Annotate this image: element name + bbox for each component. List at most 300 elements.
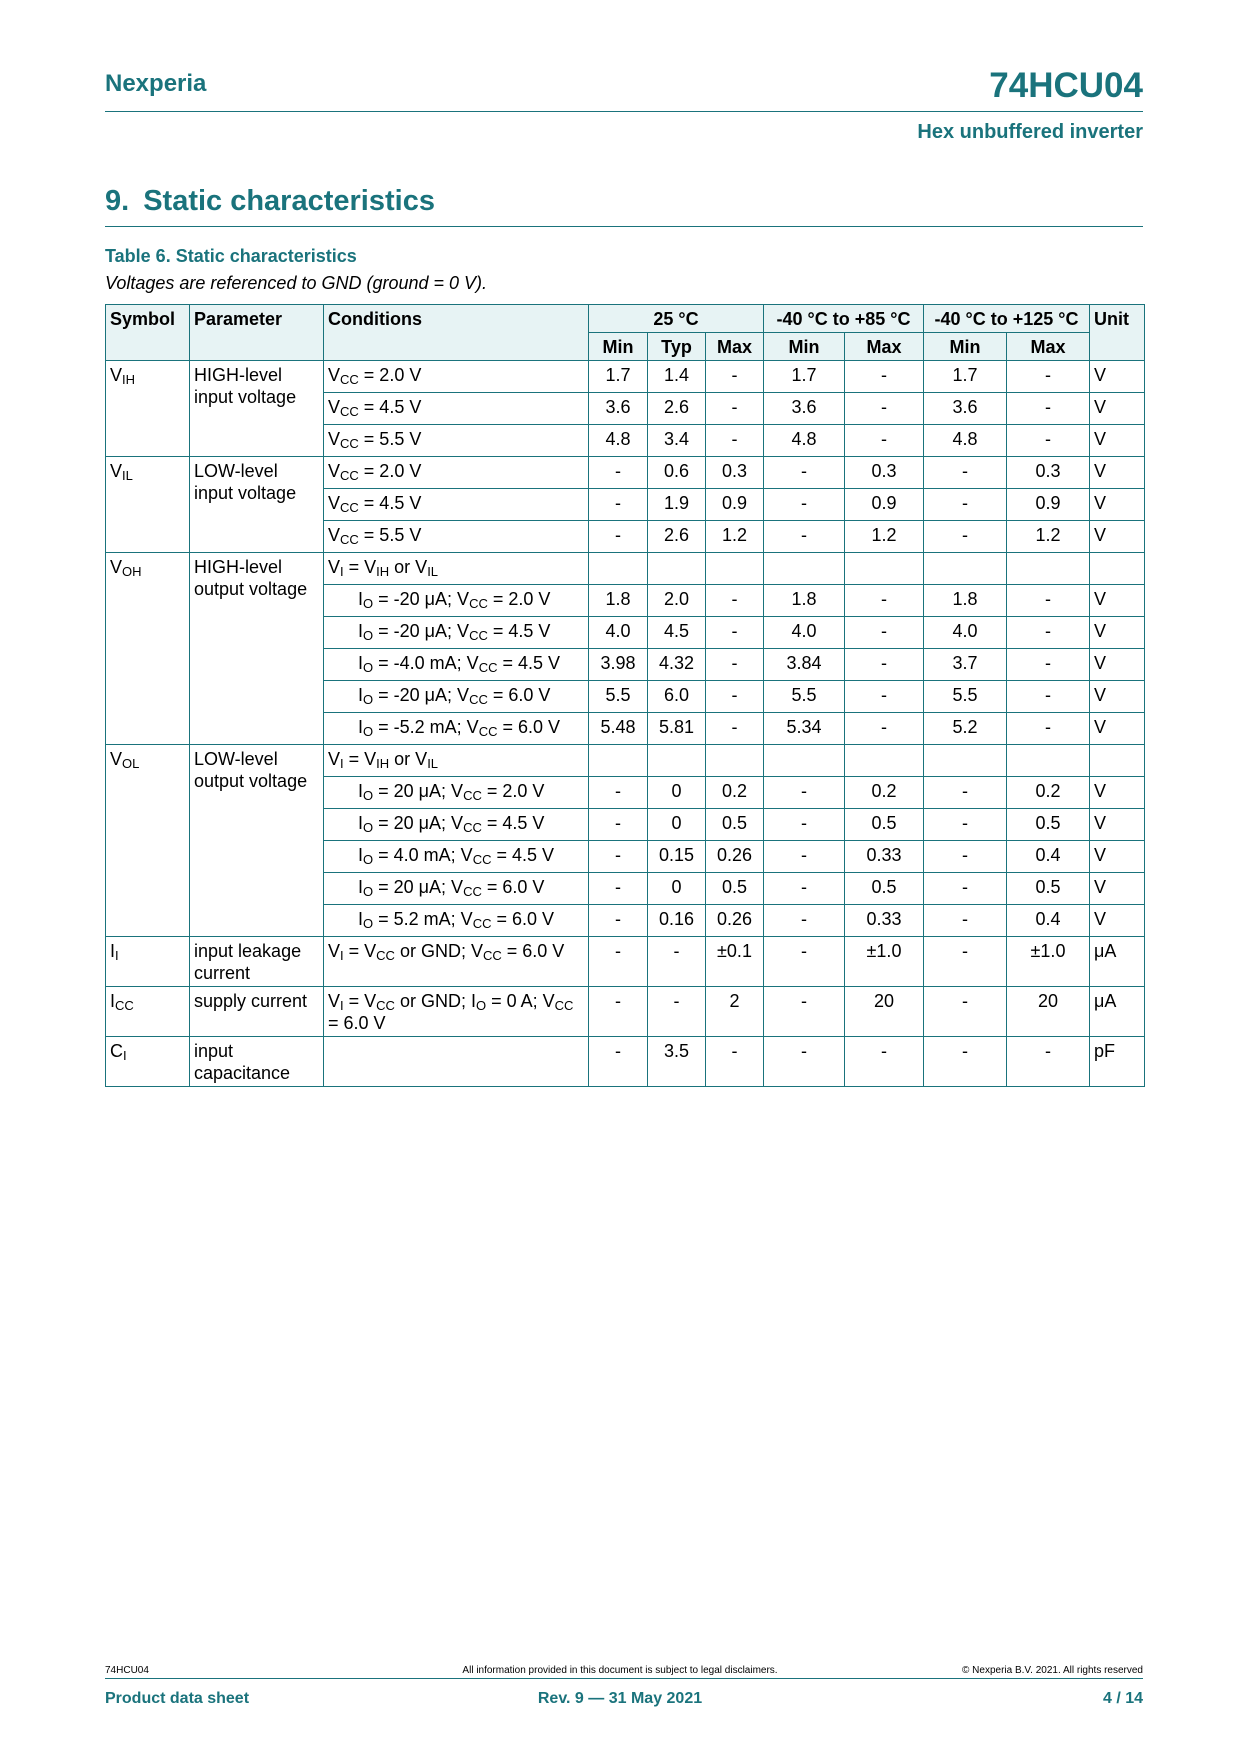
table-body xyxy=(106,361,1145,1087)
value-cell: - xyxy=(706,393,764,425)
condition-subscript: CC xyxy=(469,628,488,643)
value-cell: 4.0 xyxy=(764,617,845,649)
unit-cell: V xyxy=(1090,713,1145,745)
condition-text: I xyxy=(358,685,364,705)
footer-doc-type: Product data sheet xyxy=(105,1690,250,1707)
value-cell: - xyxy=(648,937,706,987)
table-row xyxy=(106,937,1145,987)
condition-subscript: CC xyxy=(376,948,395,963)
value-cell: - xyxy=(924,841,1007,873)
condition-cell xyxy=(324,649,589,681)
condition-text: = 6.0 V xyxy=(481,877,545,897)
value-cell: 1.7 xyxy=(589,361,648,393)
condition-subscript: O xyxy=(363,628,374,643)
value-cell: - xyxy=(764,777,845,809)
value-cell: 0.3 xyxy=(845,457,924,489)
value-cell xyxy=(764,745,845,777)
table-row xyxy=(106,745,1145,777)
value-cell: 0.5 xyxy=(845,873,924,905)
col-header-min: Min xyxy=(764,333,845,361)
value-cell: - xyxy=(706,361,764,393)
value-cell: 0.2 xyxy=(1007,777,1090,809)
condition-text: I xyxy=(358,909,364,929)
section-rule xyxy=(105,226,1143,227)
value-cell: ±0.1 xyxy=(706,937,764,987)
condition-text: = 4.5 V xyxy=(487,621,551,641)
value-cell: 1.2 xyxy=(1007,521,1090,553)
condition-subscript: I xyxy=(340,564,344,579)
value-cell: - xyxy=(764,521,845,553)
value-cell: 3.6 xyxy=(924,393,1007,425)
value-cell: - xyxy=(764,905,845,937)
value-cell: 0.5 xyxy=(706,809,764,841)
value-cell: 2.6 xyxy=(648,393,706,425)
value-cell: - xyxy=(924,905,1007,937)
value-cell: 0.33 xyxy=(845,905,924,937)
symbol-subscript: I xyxy=(123,1048,127,1063)
footer-disclaimer: All information provided in this document is subject to legal disclaimers. xyxy=(462,1665,778,1676)
value-cell: - xyxy=(1007,585,1090,617)
value-cell: 0.3 xyxy=(706,457,764,489)
col-header-parameter: Parameter xyxy=(190,305,324,361)
condition-text: = 6.0 V xyxy=(501,941,565,961)
condition-subscript: IL xyxy=(427,564,439,579)
condition-cell xyxy=(324,745,589,777)
company-name: Nexperia xyxy=(105,70,207,97)
col-header-85c: -40 °C to +85 °C xyxy=(764,305,924,333)
value-cell: - xyxy=(589,1037,648,1087)
value-cell: - xyxy=(1007,1037,1090,1087)
value-cell: 0.4 xyxy=(1007,905,1090,937)
parameter-cell: HIGH-level input voltage xyxy=(190,361,324,457)
symbol-cell xyxy=(106,987,190,1037)
footer-doc-id: 74HCU04 xyxy=(105,1665,149,1676)
symbol-cell xyxy=(106,361,190,457)
condition-cell xyxy=(324,841,589,873)
condition-subscript: IH xyxy=(376,564,390,579)
condition-text: = 4.5 V xyxy=(491,845,555,865)
condition-subscript: CC xyxy=(340,436,359,451)
col-header-conditions: Conditions xyxy=(324,305,589,361)
value-cell: - xyxy=(1007,617,1090,649)
value-cell: 0 xyxy=(648,873,706,905)
condition-subscript: CC xyxy=(472,916,492,931)
symbol-cell xyxy=(106,1037,190,1087)
col-header-125c: -40 °C to +125 °C xyxy=(924,305,1090,333)
value-cell: - xyxy=(764,841,845,873)
value-cell: - xyxy=(589,873,648,905)
condition-text: = 20 μA; V xyxy=(373,813,464,833)
table-row xyxy=(106,553,1145,585)
unit-cell xyxy=(1090,553,1145,585)
condition-text: = 4.5 V xyxy=(481,813,545,833)
symbol-letter: V xyxy=(110,461,123,481)
value-cell: - xyxy=(706,649,764,681)
col-header-symbol: Symbol xyxy=(106,305,190,361)
value-cell: - xyxy=(924,777,1007,809)
value-cell: - xyxy=(1007,361,1090,393)
condition-subscript: CC xyxy=(340,532,359,547)
parameter-cell: input leakage current xyxy=(190,937,324,987)
condition-cell xyxy=(324,809,589,841)
condition-subscript: IH xyxy=(376,756,390,771)
value-cell: - xyxy=(1007,681,1090,713)
value-cell: 1.8 xyxy=(764,585,845,617)
condition-cell xyxy=(324,585,589,617)
condition-cell xyxy=(324,553,589,585)
value-cell: - xyxy=(845,585,924,617)
value-cell: 0.26 xyxy=(706,905,764,937)
condition-text: V xyxy=(328,991,341,1011)
symbol-letter: V xyxy=(110,557,123,577)
condition-text: V xyxy=(328,749,341,769)
condition-cell xyxy=(324,617,589,649)
condition-subscript: I xyxy=(340,756,344,771)
value-cell: - xyxy=(706,585,764,617)
condition-text: = -4.0 mA; V xyxy=(373,653,479,673)
condition-cell xyxy=(324,393,589,425)
value-cell: 6.0 xyxy=(648,681,706,713)
condition-subscript: CC xyxy=(469,596,488,611)
value-cell: - xyxy=(764,1037,845,1087)
col-header-min: Min xyxy=(924,333,1007,361)
symbol-subscript: IH xyxy=(122,372,136,387)
condition-text: = 2.0 V xyxy=(358,461,422,481)
value-cell: - xyxy=(706,713,764,745)
condition-text: I xyxy=(358,589,364,609)
table-row xyxy=(106,361,1145,393)
value-cell: - xyxy=(845,393,924,425)
condition-cell xyxy=(324,521,589,553)
condition-subscript: O xyxy=(363,660,374,675)
value-cell: 3.7 xyxy=(924,649,1007,681)
part-number: 74HCU04 xyxy=(989,66,1143,105)
table-row xyxy=(106,987,1145,1037)
table-note: Voltages are referenced to GND (ground = 0 V). xyxy=(105,273,488,293)
symbol-letter: C xyxy=(110,1041,123,1061)
value-cell: 2.0 xyxy=(648,585,706,617)
condition-subscript: CC xyxy=(463,788,482,803)
value-cell: - xyxy=(764,809,845,841)
condition-cell xyxy=(324,777,589,809)
condition-subscript: CC xyxy=(340,500,359,515)
value-cell: - xyxy=(924,489,1007,521)
value-cell: 5.5 xyxy=(924,681,1007,713)
condition-subscript: CC xyxy=(482,948,502,963)
symbol-subscript: OH xyxy=(122,564,142,579)
footer-page-number: 4 / 14 xyxy=(1102,1690,1143,1707)
value-cell: 4.32 xyxy=(648,649,706,681)
condition-text: = -20 μA; V xyxy=(373,621,470,641)
symbol-subscript: IL xyxy=(122,468,133,483)
unit-cell: V xyxy=(1090,649,1145,681)
condition-subscript: CC xyxy=(340,468,359,483)
condition-cell xyxy=(324,361,589,393)
condition-text: = 2.0 V xyxy=(487,589,551,609)
unit-cell: μA xyxy=(1090,987,1145,1037)
value-cell: - xyxy=(845,681,924,713)
col-header-max: Max xyxy=(845,333,924,361)
value-cell: - xyxy=(845,649,924,681)
condition-text: V xyxy=(328,397,341,417)
value-cell: 20 xyxy=(1007,987,1090,1037)
value-cell: 0.2 xyxy=(845,777,924,809)
condition-text: = 5.5 V xyxy=(358,429,422,449)
value-cell: - xyxy=(648,987,706,1037)
col-header-max: Max xyxy=(706,333,764,361)
condition-text: V xyxy=(328,429,341,449)
section-title: Static characteristics xyxy=(143,185,435,217)
unit-cell: V xyxy=(1090,457,1145,489)
unit-cell: V xyxy=(1090,361,1145,393)
symbol-cell xyxy=(106,457,190,553)
value-cell: - xyxy=(706,617,764,649)
value-cell xyxy=(1007,745,1090,777)
unit-cell: μA xyxy=(1090,937,1145,987)
condition-text: I xyxy=(358,653,364,673)
value-cell: 0.33 xyxy=(845,841,924,873)
condition-text: or V xyxy=(389,557,428,577)
condition-text: = V xyxy=(343,991,377,1011)
value-cell: - xyxy=(924,987,1007,1037)
value-cell: 3.84 xyxy=(764,649,845,681)
value-cell xyxy=(1007,553,1090,585)
value-cell: - xyxy=(1007,393,1090,425)
condition-text: or V xyxy=(389,749,428,769)
parameter-cell: LOW-level output voltage xyxy=(190,745,324,937)
condition-subscript: I xyxy=(340,998,344,1013)
condition-text: = 5.2 mA; V xyxy=(373,909,473,929)
condition-text: = -5.2 mA; V xyxy=(373,717,479,737)
footer-rule xyxy=(105,1678,1143,1679)
symbol-subscript: CC xyxy=(115,998,134,1013)
unit-cell: V xyxy=(1090,393,1145,425)
value-cell: - xyxy=(764,489,845,521)
value-cell xyxy=(648,745,706,777)
value-cell: 2.6 xyxy=(648,521,706,553)
condition-subscript: CC xyxy=(478,724,498,739)
unit-cell: V xyxy=(1090,809,1145,841)
condition-subscript: O xyxy=(363,916,374,931)
condition-text: = 4.5 V xyxy=(497,653,561,673)
col-header-25c: 25 °C xyxy=(589,305,764,333)
value-cell: 1.7 xyxy=(764,361,845,393)
unit-cell: V xyxy=(1090,681,1145,713)
condition-text: = 6.0 V xyxy=(487,685,551,705)
value-cell xyxy=(845,553,924,585)
value-cell: - xyxy=(924,873,1007,905)
value-cell: - xyxy=(764,873,845,905)
header-rule xyxy=(105,111,1143,112)
value-cell: 4.8 xyxy=(924,425,1007,457)
value-cell: - xyxy=(706,425,764,457)
value-cell: 3.98 xyxy=(589,649,648,681)
parameter-cell: input capacitance xyxy=(190,1037,324,1087)
condition-text: = 4.0 mA; V xyxy=(373,845,473,865)
condition-text: I xyxy=(358,717,364,737)
unit-cell: V xyxy=(1090,585,1145,617)
value-cell: - xyxy=(924,521,1007,553)
value-cell: 0.5 xyxy=(1007,873,1090,905)
symbol-subscript: I xyxy=(115,948,119,963)
condition-text: = 0 A; V xyxy=(486,991,555,1011)
value-cell: 5.34 xyxy=(764,713,845,745)
value-cell: 0.5 xyxy=(706,873,764,905)
condition-text: = 4.5 V xyxy=(358,397,422,417)
value-cell: 0.2 xyxy=(706,777,764,809)
value-cell: - xyxy=(764,457,845,489)
condition-text: = -20 μA; V xyxy=(373,685,470,705)
value-cell xyxy=(706,745,764,777)
condition-text: V xyxy=(328,525,341,545)
value-cell: 5.5 xyxy=(764,681,845,713)
condition-subscript: O xyxy=(363,820,374,835)
value-cell: 0.6 xyxy=(648,457,706,489)
static-characteristics-table xyxy=(105,304,1145,1087)
condition-cell xyxy=(324,425,589,457)
value-cell xyxy=(924,745,1007,777)
value-cell xyxy=(764,553,845,585)
value-cell: 3.4 xyxy=(648,425,706,457)
value-cell: 20 xyxy=(845,987,924,1037)
value-cell: - xyxy=(1007,425,1090,457)
condition-subscript: I xyxy=(340,948,344,963)
value-cell: - xyxy=(845,617,924,649)
product-subtitle: Hex unbuffered inverter xyxy=(917,121,1143,143)
value-cell: - xyxy=(924,457,1007,489)
unit-cell: V xyxy=(1090,617,1145,649)
condition-text: = 2.0 V xyxy=(358,365,422,385)
value-cell xyxy=(589,553,648,585)
condition-subscript: O xyxy=(363,724,374,739)
value-cell: 3.6 xyxy=(764,393,845,425)
condition-text: = V xyxy=(343,557,377,577)
value-cell: - xyxy=(589,809,648,841)
value-cell: - xyxy=(764,937,845,987)
value-cell: ±1.0 xyxy=(845,937,924,987)
col-header-unit: Unit xyxy=(1090,305,1145,361)
value-cell: - xyxy=(589,777,648,809)
symbol-subscript: OL xyxy=(122,756,140,771)
value-cell: 3.6 xyxy=(589,393,648,425)
value-cell: 4.0 xyxy=(589,617,648,649)
condition-subscript: CC xyxy=(340,404,359,419)
value-cell: 0.9 xyxy=(1007,489,1090,521)
value-cell: 0.26 xyxy=(706,841,764,873)
unit-cell: V xyxy=(1090,425,1145,457)
condition-text: I xyxy=(358,621,364,641)
condition-subscript: CC xyxy=(376,998,395,1013)
condition-text: = 6.0 V xyxy=(328,1013,386,1033)
parameter-cell: HIGH-level output voltage xyxy=(190,553,324,745)
condition-subscript: CC xyxy=(463,884,482,899)
condition-text: I xyxy=(358,877,364,897)
condition-text: I xyxy=(358,845,364,865)
value-cell: 0 xyxy=(648,777,706,809)
condition-text: = -20 μA; V xyxy=(373,589,470,609)
value-cell: 1.7 xyxy=(924,361,1007,393)
value-cell: 5.81 xyxy=(648,713,706,745)
condition-text: = 4.5 V xyxy=(358,493,422,513)
condition-text: = V xyxy=(343,749,377,769)
condition-cell xyxy=(324,937,589,987)
value-cell: - xyxy=(589,489,648,521)
condition-cell xyxy=(324,905,589,937)
condition-subscript: O xyxy=(363,692,374,707)
condition-text: V xyxy=(328,941,341,961)
condition-subscript: O xyxy=(363,852,374,867)
symbol-cell xyxy=(106,745,190,937)
value-cell: 0.5 xyxy=(845,809,924,841)
condition-text: = V xyxy=(343,941,377,961)
condition-subscript: IL xyxy=(427,756,439,771)
condition-subscript: CC xyxy=(554,998,574,1013)
value-cell: - xyxy=(1007,713,1090,745)
condition-cell xyxy=(324,457,589,489)
unit-cell: V xyxy=(1090,777,1145,809)
parameter-cell: supply current xyxy=(190,987,324,1037)
condition-subscript: CC xyxy=(478,660,498,675)
condition-text: I xyxy=(358,813,364,833)
col-header-typ: Typ xyxy=(648,333,706,361)
value-cell: ±1.0 xyxy=(1007,937,1090,987)
value-cell: 4.0 xyxy=(924,617,1007,649)
value-cell: 4.5 xyxy=(648,617,706,649)
symbol-cell xyxy=(106,553,190,745)
value-cell: 5.2 xyxy=(924,713,1007,745)
value-cell: 1.8 xyxy=(924,585,1007,617)
footer-revision: Rev. 9 — 31 May 2021 xyxy=(537,1690,703,1707)
value-cell xyxy=(648,553,706,585)
condition-subscript: O xyxy=(363,884,374,899)
value-cell: 0.15 xyxy=(648,841,706,873)
value-cell: - xyxy=(845,713,924,745)
unit-cell: V xyxy=(1090,841,1145,873)
unit-cell: V xyxy=(1090,521,1145,553)
condition-text: = 5.5 V xyxy=(358,525,422,545)
value-cell xyxy=(924,553,1007,585)
condition-subscript: CC xyxy=(472,852,492,867)
table-caption: Table 6. Static characteristics xyxy=(105,246,357,266)
unit-cell: pF xyxy=(1090,1037,1145,1087)
value-cell: 0 xyxy=(648,809,706,841)
condition-text: or GND; I xyxy=(394,991,476,1011)
condition-text: = 20 μA; V xyxy=(373,877,464,897)
value-cell: - xyxy=(706,681,764,713)
value-cell: - xyxy=(589,937,648,987)
symbol-cell xyxy=(106,937,190,987)
condition-text: V xyxy=(328,461,341,481)
condition-text: = 6.0 V xyxy=(497,717,561,737)
condition-subscript: O xyxy=(363,788,374,803)
value-cell: - xyxy=(1007,649,1090,681)
condition-subscript: O xyxy=(363,596,374,611)
value-cell: 4.8 xyxy=(764,425,845,457)
value-cell: 1.9 xyxy=(648,489,706,521)
condition-subscript: CC xyxy=(463,820,482,835)
condition-cell xyxy=(324,987,589,1037)
condition-cell xyxy=(324,681,589,713)
table-row xyxy=(106,1037,1145,1087)
condition-text: = 20 μA; V xyxy=(373,781,464,801)
value-cell: - xyxy=(706,1037,764,1087)
value-cell: - xyxy=(845,1037,924,1087)
value-cell: - xyxy=(924,937,1007,987)
unit-cell: V xyxy=(1090,489,1145,521)
symbol-letter: V xyxy=(110,749,123,769)
symbol-letter: I xyxy=(110,941,116,961)
condition-text: = 6.0 V xyxy=(491,909,555,929)
